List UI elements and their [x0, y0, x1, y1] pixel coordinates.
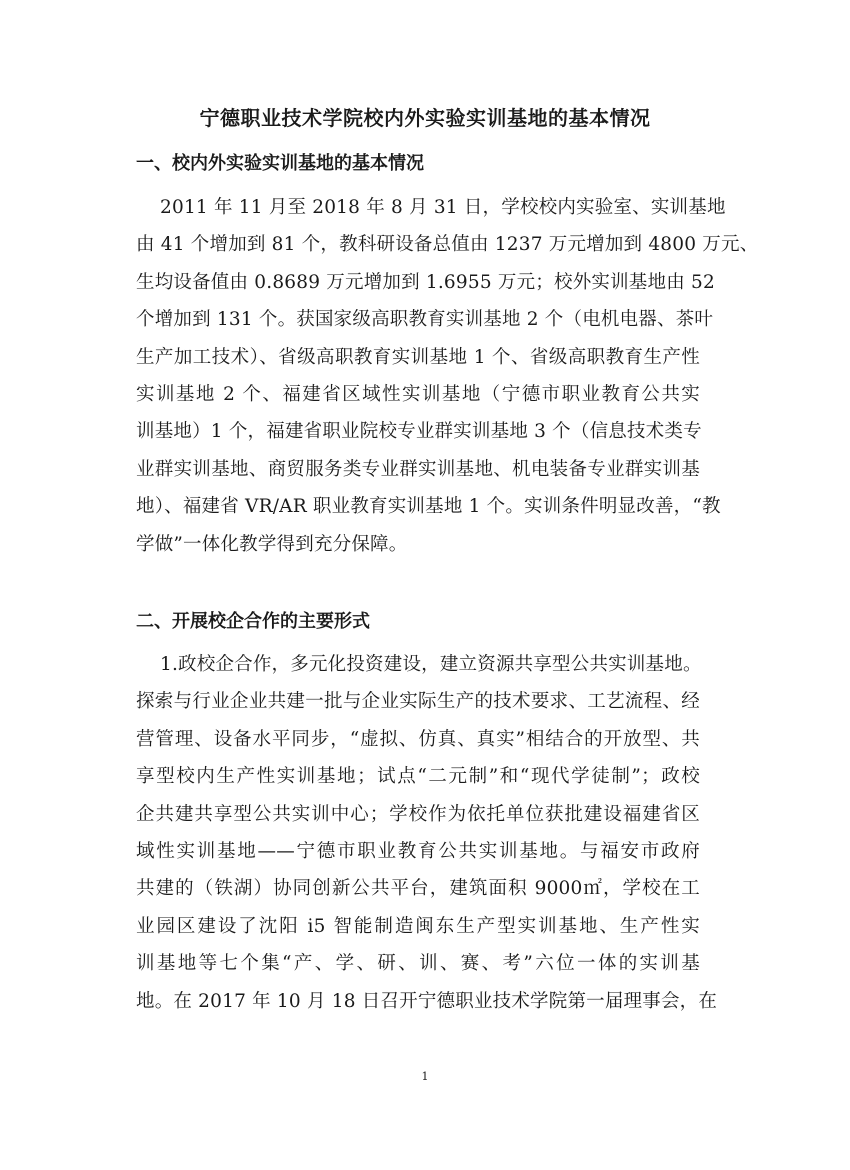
section-heading-2: 二、开展校企合作的主要形式 [136, 611, 370, 632]
paragraph-line: 生均设备值由 0.8689 万元增加到 1.6955 万元；校外实训基地由 52 [136, 271, 715, 293]
paragraph-line: 地）、福建省 VR/AR 职业教育实训基地 1 个。实训条件明显改善，“教 [136, 496, 721, 518]
paragraph-line: 生产加工技术）、省级高职教育实训基地 1 个、省级高职教育生产性 [136, 346, 700, 368]
paragraph-line: 享型校内生产性实训基地；试点“二元制”和“现代学徒制”；政校 [136, 766, 700, 788]
paragraph-line: 业群实训基地、商贸服务类专业群实训基地、机电装备专业群实训基 [136, 458, 700, 480]
document-title: 宁德职业技术学院校内外实验实训基地的基本情况 [199, 106, 651, 130]
paragraph-line: 企共建共享型公共实训中心；学校作为依托单位获批建设福建省区 [136, 803, 700, 825]
paragraph-line: 训基地）1 个，福建省职业院校专业群实训基地 3 个（信息技术类专 [136, 421, 702, 443]
paragraph-line: 共建的（铁湖）协同创新公共平台，建筑面积 9000㎡，学校在工 [136, 878, 700, 900]
paragraph-line: 1.政校企合作，多元化投资建设，建立资源共享型公共实训基地。 [160, 654, 702, 675]
paragraph-line: 业园区建设了沈阳 i5 智能制造闽东生产型实训基地、生产性实 [136, 915, 700, 937]
section-heading-1: 一、校内外实验实训基地的基本情况 [136, 153, 424, 174]
section-2-body [136, 646, 718, 1020]
paragraph-line: 个增加到 131 个。获国家级高职教育实训基地 2 个（电机电器、茶叶 [136, 309, 714, 331]
paragraph-line: 域性实训基地——宁德市职业教育公共实训基地。与福安市政府 [136, 840, 700, 862]
paragraph-line: 训基地等七个集“产、学、研、训、赛、考”六位一体的实训基 [136, 953, 700, 975]
paragraph-line: 由 41 个增加到 81 个，教科研设备总值由 1237 万元增加到 4800 万元、 [136, 234, 759, 256]
paragraph-line: 营管理、设备水平同步，“虚拟、仿真、真实”相结合的开放型、共 [136, 728, 700, 750]
paragraph-line: 地。在 2017 年 10 月 18 日召开宁德职业技术学院第一届理事会，在 [136, 990, 718, 1012]
page-number: 1 [421, 1070, 429, 1083]
paragraph-line: 学做”一体化教学得到充分保障。 [136, 533, 408, 555]
paragraph-line: 2011 年 11 月至 2018 年 8 月 31 日，学校校内实验室、实训基地 [160, 197, 726, 218]
section-1-body [136, 189, 759, 563]
paragraph-line: 实训基地 2 个、福建省区域性实训基地（宁德市职业教育公共实 [136, 383, 700, 405]
paragraph-line: 探索与行业企业共建一批与企业实际生产的技术要求、工艺流程、经 [136, 691, 700, 713]
